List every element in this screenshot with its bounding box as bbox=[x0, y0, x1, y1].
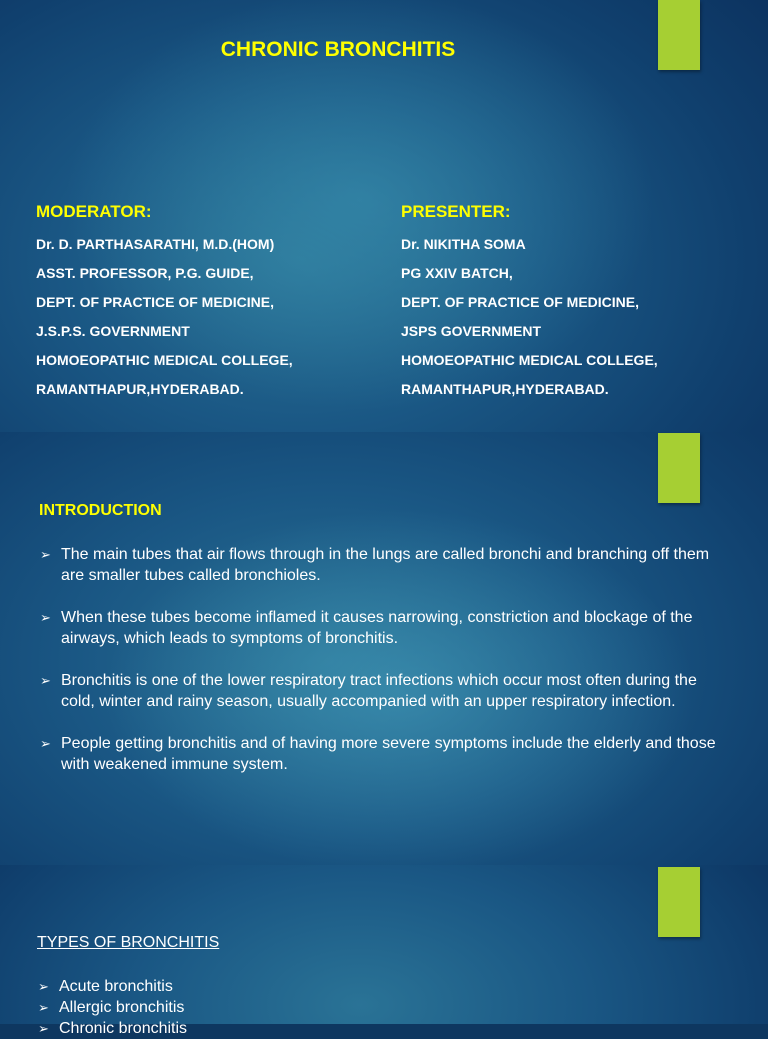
presenter-line: RAMANTHAPUR,HYDERABAD. bbox=[401, 381, 609, 397]
bullet-text: When these tubes become inflamed it causes narrowing, constriction and blockage of the airways, which leads to symptoms of bronchitis. bbox=[61, 609, 693, 647]
presenter-line: Dr. NIKITHA SOMA bbox=[401, 236, 526, 252]
presentation-title: CHRONIC BRONCHITIS bbox=[220, 38, 456, 61]
presenter-line: PG XXIV BATCH, bbox=[401, 265, 513, 281]
slide-types bbox=[0, 865, 768, 1037]
moderator-line: RAMANTHAPUR,HYDERABAD. bbox=[36, 381, 244, 397]
moderator-line: Dr. D. PARTHASARATHI, M.D.(HOM) bbox=[36, 236, 275, 252]
bullet-item bbox=[40, 544, 720, 586]
moderator-line: HOMOEOPATHIC MEDICAL COLLEGE, bbox=[36, 352, 293, 368]
bullet-text: The main tubes that air flows through in the lungs are called bronchi and branching off them are smaller tubes called bronchioles. bbox=[61, 546, 710, 584]
bullet-text: Bronchitis is one of the lower respiratory tract infections which occur most often during the cold, winter and rainy season, usually accompanied with an upper respiratory infection. bbox=[61, 672, 697, 710]
arrow-bullet-icon: ➢ bbox=[38, 1000, 49, 1015]
arrow-bullet-icon: ➢ bbox=[40, 736, 51, 751]
introduction-bullet-list bbox=[40, 544, 720, 796]
moderator-line: DEPT. OF PRACTICE OF MEDICINE, bbox=[36, 294, 275, 310]
list-item bbox=[38, 976, 187, 997]
list-item-text: Allergic bronchitis bbox=[59, 999, 185, 1016]
moderator-block bbox=[36, 202, 293, 404]
list-item bbox=[38, 997, 187, 1018]
bullet-item bbox=[40, 607, 720, 649]
bullet-text: People getting bronchitis and of having more severe symptoms include the elderly and those with weakened immune system. bbox=[61, 735, 716, 773]
list-item bbox=[38, 1018, 187, 1039]
presenter-heading: PRESENTER: bbox=[401, 202, 511, 221]
green-accent-bar bbox=[658, 867, 700, 937]
moderator-line: ASST. PROFESSOR, P.G. GUIDE, bbox=[36, 265, 254, 281]
bullet-item bbox=[40, 670, 720, 712]
presenter-line: JSPS GOVERNMENT bbox=[401, 323, 542, 339]
arrow-bullet-icon: ➢ bbox=[38, 979, 49, 994]
arrow-bullet-icon: ➢ bbox=[40, 673, 51, 688]
green-accent-bar bbox=[658, 433, 700, 503]
bullet-item bbox=[40, 733, 720, 775]
moderator-heading: MODERATOR: bbox=[36, 202, 152, 221]
types-heading: TYPES OF BRONCHITIS bbox=[37, 934, 220, 951]
types-list bbox=[38, 976, 187, 1039]
moderator-line: J.S.P.S. GOVERNMENT bbox=[36, 323, 190, 339]
list-item-text: Chronic bronchitis bbox=[59, 1020, 188, 1037]
slide-title bbox=[0, 0, 768, 432]
arrow-bullet-icon: ➢ bbox=[38, 1021, 49, 1036]
list-item-text: Acute bronchitis bbox=[59, 978, 173, 995]
presenter-line: HOMOEOPATHIC MEDICAL COLLEGE, bbox=[401, 352, 658, 368]
presenter-line: DEPT. OF PRACTICE OF MEDICINE, bbox=[401, 294, 640, 310]
slide-introduction bbox=[0, 432, 768, 865]
presenter-block bbox=[401, 202, 658, 404]
arrow-bullet-icon: ➢ bbox=[40, 547, 51, 562]
introduction-heading: INTRODUCTION bbox=[39, 502, 162, 519]
arrow-bullet-icon: ➢ bbox=[40, 610, 51, 625]
